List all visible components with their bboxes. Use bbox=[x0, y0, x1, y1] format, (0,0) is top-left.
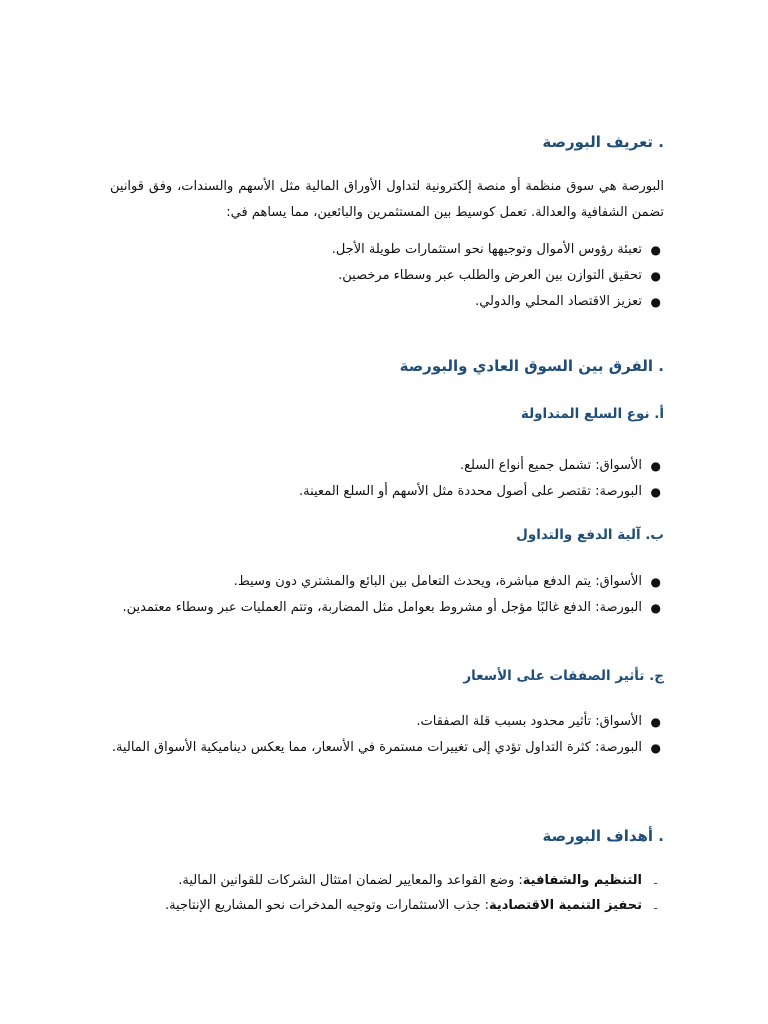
goal-item bbox=[110, 893, 664, 918]
definition-list bbox=[110, 237, 664, 315]
bullet-icon: ● bbox=[650, 459, 661, 473]
list-item: ● الأسواق: تشمل جميع أنواع السلع. bbox=[110, 453, 664, 479]
subsection-title-a: أ. نوع السلع المتداولة bbox=[520, 406, 664, 422]
goal-text: : وضع القواعد والمعايير لضمان امتثال الشركات للقوانين المالية. bbox=[178, 873, 523, 888]
definition-paragraph: البورصة هي سوق منظمة أو منصة إلكترونية لتداول الأوراق المالية مثل الأسهم والسندات، وفق قوانين تضمن الشفافية والعدالة. تعمل كوسيط بين المستثمرين والبائعين، مما يساهم في: bbox=[110, 179, 664, 220]
bullet-icon: ● bbox=[650, 715, 661, 729]
subsection-b-list bbox=[110, 569, 664, 621]
subsection-a-list bbox=[110, 453, 664, 505]
section-heading-goals: . أهداف البورصة bbox=[542, 827, 664, 845]
subsection-title-c: ج. تأثير الصفقات على الأسعار bbox=[463, 668, 664, 684]
goal-text: : جذب الاستثمارات وتوجيه المدخرات نحو المشاريع الإنتاجية. bbox=[164, 898, 489, 913]
section-difference bbox=[110, 356, 664, 376]
goal-item bbox=[110, 868, 664, 893]
list-item: ● تعبئة رؤوس الأموال وتوجيهها نحو استثمارات طويلة الأجل. bbox=[110, 237, 664, 263]
list-item: ● البورصة: تقتصر على أصول محددة مثل الأسهم أو السلع المعينة. bbox=[110, 479, 664, 505]
goal-keyword: تحفيز التنمية الاقتصادية bbox=[489, 898, 642, 913]
list-item: ● تعزيز الاقتصاد المحلي والدولي. bbox=[110, 289, 664, 315]
bullet-icon: ● bbox=[650, 269, 661, 283]
bullet-icon: ● bbox=[650, 485, 661, 499]
subsection-c-list bbox=[110, 709, 664, 761]
list-item: ● البورصة: كثرة التداول تؤدي إلى تغييرات مستمرة في الأسعار، مما يعكس ديناميكية الأسواق المالية. bbox=[110, 735, 664, 761]
section-heading-difference: . الفرق بين السوق العادي والبورصة bbox=[399, 357, 664, 375]
bullet-icon: ● bbox=[650, 575, 661, 589]
list-item: ● تحقيق التوازن بين العرض والطلب عبر وسطاء مرخصين. bbox=[110, 263, 664, 289]
subsection-title-b: ب. آلية الدفع والتداول bbox=[516, 527, 664, 543]
goal-keyword: التنظيم والشفافية bbox=[522, 873, 642, 888]
subsection-b bbox=[110, 525, 664, 545]
section-definition bbox=[110, 132, 664, 152]
subsection-c bbox=[110, 666, 664, 686]
section-goals bbox=[110, 826, 664, 846]
definition-body bbox=[110, 174, 664, 226]
dash-icon: - bbox=[653, 876, 658, 891]
list-item: ● البورصة: الدفع غالبًا مؤجل أو مشروط بعوامل مثل المضاربة، وتتم العمليات عبر وسطاء معتمدين. bbox=[110, 595, 664, 621]
bullet-icon: ● bbox=[650, 601, 661, 615]
dash-icon: - bbox=[653, 901, 658, 916]
bullet-icon: ● bbox=[650, 295, 661, 309]
bullet-icon: ● bbox=[650, 741, 661, 755]
section-heading-definition: . تعريف البورصة bbox=[542, 133, 664, 151]
list-item: ● الأسواق: تأثير محدود بسبب قلة الصفقات. bbox=[110, 709, 664, 735]
bullet-icon: ● bbox=[650, 243, 661, 257]
subsection-a bbox=[110, 404, 664, 424]
goals-list bbox=[110, 868, 664, 918]
list-item: ● الأسواق: يتم الدفع مباشرة، ويحدث التعامل بين البائع والمشتري دون وسيط. bbox=[110, 569, 664, 595]
